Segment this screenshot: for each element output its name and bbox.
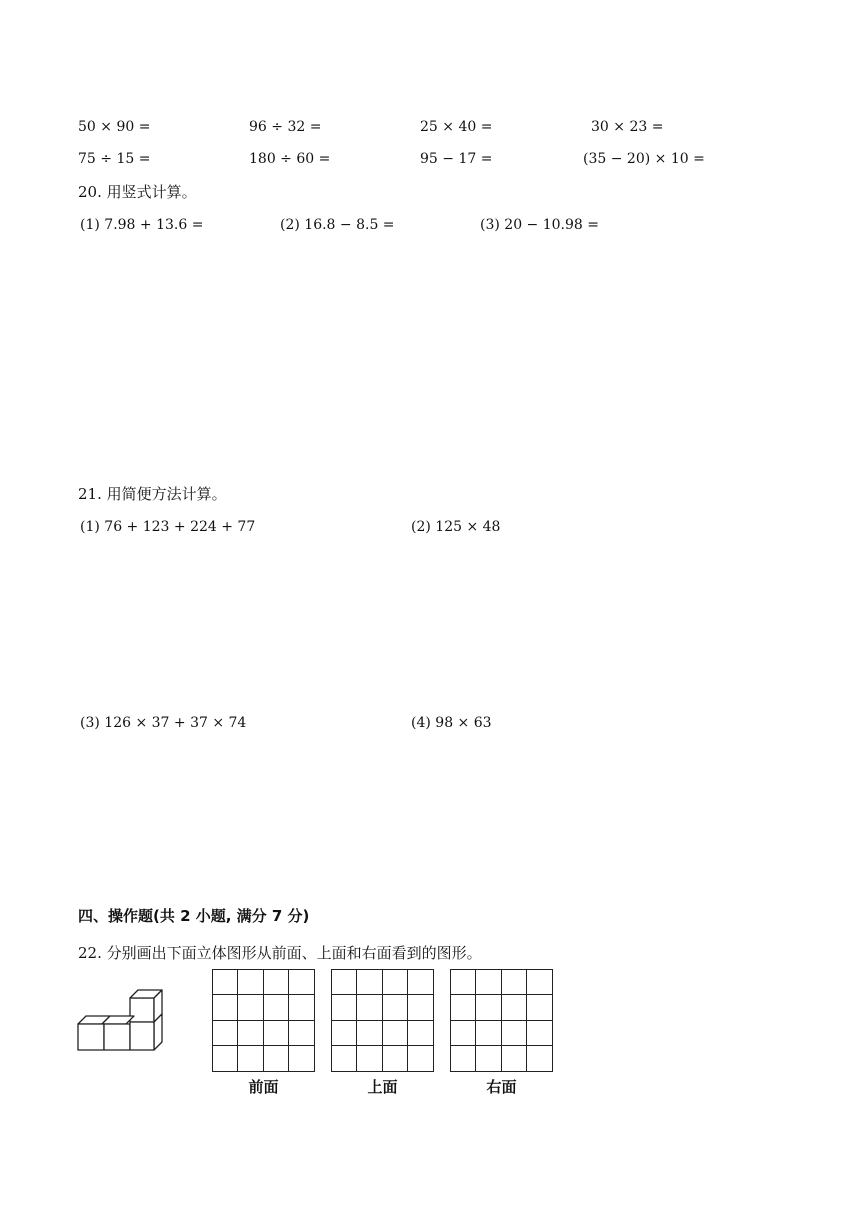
oral-calc-6: 180 ÷ 60 = bbox=[249, 151, 331, 167]
oral-calc-3: 25 × 40 = bbox=[420, 119, 493, 135]
oral-calc-4: 30 × 23 = bbox=[591, 119, 664, 135]
q20-item-2: (2) 16.8 − 8.5 = bbox=[280, 217, 395, 233]
section-heading: 四、操作题(共 2 小题, 满分 7 分) bbox=[78, 907, 310, 925]
q22-title: 22. 分别画出下面立体图形从前面、上面和右面看到的图形。 bbox=[78, 944, 482, 962]
q21-title: 21. 用简便方法计算。 bbox=[78, 485, 227, 503]
grid-top[interactable] bbox=[331, 969, 434, 1072]
q21-item-3: (3) 126 × 37 + 37 × 74 bbox=[80, 715, 247, 731]
oral-calc-2: 96 ÷ 32 = bbox=[249, 119, 322, 135]
oral-calc-7: 95 − 17 = bbox=[420, 151, 493, 167]
grid-front-label: 前面 bbox=[248, 1078, 279, 1096]
oral-calc-5: 75 ÷ 15 = bbox=[78, 151, 151, 167]
q21-item-4: (4) 98 × 63 bbox=[411, 715, 492, 731]
grid-right[interactable] bbox=[450, 969, 553, 1072]
grid-top-label: 上面 bbox=[367, 1078, 398, 1096]
q21-item-1: (1) 76 + 123 + 224 + 77 bbox=[80, 519, 256, 535]
q20-item-3: (3) 20 − 10.98 = bbox=[480, 217, 599, 233]
q20-item-1: (1) 7.98 + 13.6 = bbox=[80, 217, 204, 233]
grid-right-label: 右面 bbox=[486, 1078, 517, 1096]
oral-calc-8: (35 − 20) × 10 = bbox=[583, 151, 705, 167]
grid-front[interactable] bbox=[212, 969, 315, 1072]
cube-figure bbox=[76, 986, 168, 1054]
q20-title: 20. 用竖式计算。 bbox=[78, 183, 197, 201]
oral-calc-1: 50 × 90 = bbox=[78, 119, 151, 135]
q21-item-2: (2) 125 × 48 bbox=[411, 519, 501, 535]
